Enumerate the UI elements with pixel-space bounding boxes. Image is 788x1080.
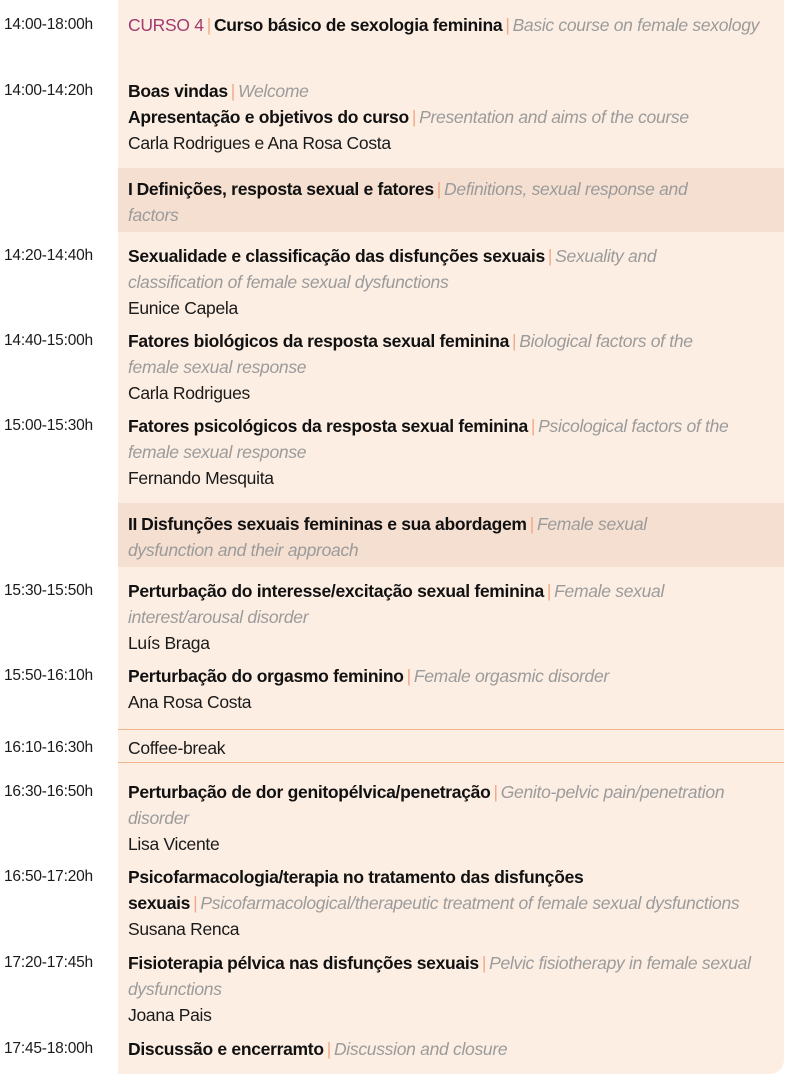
session-content	[128, 864, 778, 942]
section-2-title-pt: Disfunções sexuais femininas e sua abordagem	[141, 514, 527, 534]
section-1-numeral: I	[128, 179, 133, 199]
separator: |	[530, 416, 536, 436]
separator: |	[206, 15, 211, 35]
session-title-pt: Discussão e encerramto	[128, 1039, 324, 1059]
session-speaker: Luís Braga	[128, 633, 210, 653]
welcome-time: 14:00-14:20h	[4, 82, 93, 99]
session-content	[128, 413, 748, 491]
session-title-en: Psicological factors of the female sexual response	[128, 416, 729, 462]
course-title-pt: Curso básico de sexologia feminina	[213, 15, 503, 35]
session-speaker: Ana Rosa Costa	[128, 692, 252, 712]
session-title-en: Female sexual interest/arousal disorder	[128, 581, 665, 627]
aims-title-en: Presentation and aims of the course	[419, 107, 689, 127]
session-time: 15:30-15:50h	[4, 582, 93, 599]
session-time: 16:50-17:20h	[4, 868, 93, 885]
session-title-pt: Sexualidade e classificação das disfunções sexuais	[128, 246, 545, 266]
session-time: 14:40-15:00h	[4, 332, 93, 349]
session-speaker: Joana Pais	[128, 1005, 212, 1025]
coffee-break-label: Coffee-break	[128, 738, 226, 758]
coffee-rule-top	[118, 729, 784, 730]
separator: |	[529, 514, 534, 534]
coffee-label	[128, 735, 778, 761]
welcome-speaker: Carla Rodrigues e Ana Rosa Costa	[128, 133, 391, 153]
session-time: 17:20-17:45h	[4, 954, 93, 971]
session-title-en: Sexuality and classification of female sexual dysfunctions	[128, 246, 657, 292]
section-1-title-pt: Definições, resposta sexual e fatores	[136, 179, 434, 199]
section-2-title-en: Female sexual dysfunction and their approach	[128, 514, 647, 560]
session-content	[128, 950, 758, 1028]
section-2-numeral: II	[128, 514, 138, 534]
separator: |	[406, 666, 411, 686]
session-content	[128, 1036, 778, 1062]
session-title-pt: Fatores biológicos da resposta sexual feminina	[128, 331, 510, 351]
separator: |	[436, 179, 442, 199]
welcome-content	[128, 78, 778, 156]
session-content	[128, 243, 718, 321]
course-tag: CURSO 4	[128, 15, 204, 35]
separator: |	[546, 581, 552, 601]
session-speaker: Eunice Capela	[128, 298, 238, 318]
session-time: 15:00-15:30h	[4, 417, 93, 434]
separator: |	[326, 1039, 331, 1059]
separator: |	[193, 893, 198, 913]
session-title-en: Biological factors of the female sexual response	[128, 331, 693, 377]
session-content	[128, 663, 778, 715]
separator: |	[411, 107, 417, 127]
section-1-title	[128, 176, 708, 228]
session-title-en: Pelvic fisiotherapy in female sexual dysfunctions	[128, 953, 751, 999]
session-content	[128, 328, 708, 406]
session-time: 16:30-16:50h	[4, 783, 93, 800]
session-content	[128, 578, 728, 656]
welcome-title-pt: Boas vindas	[128, 81, 228, 101]
coffee-rule-bottom	[118, 762, 784, 763]
session-title-en: Female orgasmic disorder	[413, 666, 609, 686]
section-1-title-en: Definitions, sexual response and factors	[128, 179, 688, 225]
session-title-pt: Perturbação de dor genitopélvica/penetração	[128, 782, 491, 802]
coffee-time: 16:10-16:30h	[4, 739, 93, 756]
course-title	[128, 12, 778, 38]
session-speaker: Carla Rodrigues	[128, 383, 250, 403]
separator: |	[512, 331, 517, 351]
header-time: 14:00-18:00h	[4, 16, 93, 33]
session-speaker: Fernando Mesquita	[128, 468, 274, 488]
session-title-pt: Fisioterapia pélvica nas disfunções sexuais	[128, 953, 479, 973]
session-title-en: Discussion and closure	[333, 1039, 508, 1059]
session-title-en: Genito-pelvic pain/penetration disorder	[128, 782, 725, 828]
course-title-en: Basic course on female sexology	[512, 15, 760, 35]
session-title-en: Psicofarmacological/therapeutic treatment of female sexual dysfunctions	[200, 893, 740, 913]
session-title-pt: Perturbação do interesse/excitação sexual feminina	[128, 581, 544, 601]
session-title-pt: Psicofarmacologia/terapia no tratamento das disfunções sexuais	[128, 867, 584, 913]
separator: |	[481, 953, 487, 973]
session-title-pt: Perturbação do orgasmo feminino	[128, 666, 404, 686]
session-speaker: Susana Renca	[128, 919, 240, 939]
session-title-pt: Fatores psicológicos da resposta sexual feminina	[128, 416, 528, 436]
separator: |	[493, 782, 498, 802]
session-time: 15:50-16:10h	[4, 667, 93, 684]
separator: |	[547, 246, 553, 266]
session-content	[128, 779, 778, 857]
separator: |	[505, 15, 510, 35]
section-2-title	[128, 511, 728, 563]
session-speaker: Lisa Vicente	[128, 834, 220, 854]
session-time: 14:20-14:40h	[4, 247, 93, 264]
separator: |	[230, 81, 236, 101]
session-time: 17:45-18:00h	[4, 1040, 93, 1057]
aims-title-pt: Apresentação e objetivos do curso	[128, 107, 409, 127]
welcome-title-en: Welcome	[238, 81, 309, 101]
